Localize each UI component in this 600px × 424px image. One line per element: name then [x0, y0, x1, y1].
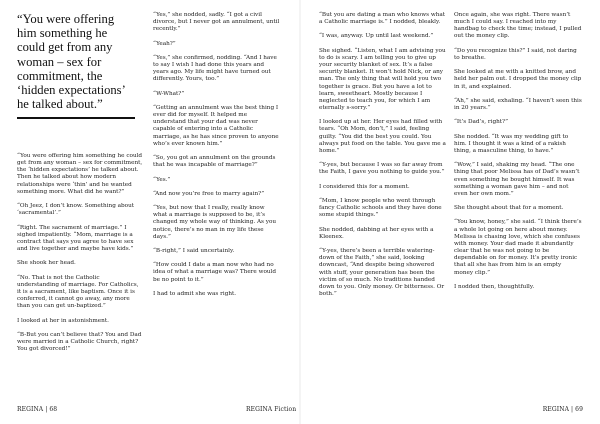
paragraph: “Y-yes, there’s been a terrible watering-down of the Faith,” she said, looking downcast, “And despite being showered with stuff, your generation has been the victim of so much. No traditions handed down to you. Only money. Or bitterness. Or both.” — [319, 248, 445, 297]
paragraph: “Do you recognize this?” I said, not daring to breathe. — [454, 47, 577, 61]
paragraph: “I was, anyway. Up until last weekend.” — [319, 33, 434, 40]
paragraph: She looked at me with a knitted brow, and held her palm out. I dropped the money clip in it, and explained. — [454, 69, 582, 90]
footer-left-folio: REGINA | 68 — [17, 406, 58, 413]
paragraph: “W-What?” — [153, 90, 185, 97]
page-gutter — [299, 0, 301, 424]
paragraph: I looked up at her. Her eyes had filled with tears. “Oh Mom, don’t,” I said, feeling guilty. “You did the best you could. You always put food on the table. You gave me a home.” — [319, 119, 446, 154]
paragraph: “Wow,” I said, shaking my head. “The one thing that poor Melissa has of Dad’s wasn’t even something he bought himself. It was something a woman gave him – and not even her own mom.” — [454, 162, 580, 197]
text-column-2 — [153, 12, 280, 298]
paragraph: I had to admit she was right. — [153, 290, 237, 297]
paragraph: “B-right,” I said uncertainly. — [153, 248, 235, 255]
paragraph: She nodded. “It was my wedding gift to him. I thought it was a kind of a rakish thing, a masculine thing, to have.” — [454, 133, 569, 154]
paragraph: She shook her head. — [17, 260, 76, 267]
footer-section-label: REGINA Fiction — [246, 406, 297, 413]
paragraph: Once again, she was right. There wasn’t much I could say. I reached into my handbag to check the time; instead, I pulled out the money clip. — [454, 12, 582, 40]
paragraph: “B-But you can’t believe that? You and Dad were married in a Catholic Church, right? You got divorced!” — [17, 331, 142, 353]
text-column-4 — [454, 12, 582, 291]
text-column-1 — [17, 153, 143, 353]
paragraph: “You were offering him something he could get from any woman – sex for commitment, the ‘hidden expectations’ he talked about. Then he talked about how modern relationships were ‘thin’ and he wanted something more. What did he want?” — [17, 153, 143, 195]
paragraph: “Yes,” she confirmed, nodding. “And I have to say I wish I had done this years and years ago. My life might have turned out differently. Yours, too.” — [153, 54, 277, 83]
paragraph: I considered this for a moment. — [319, 183, 410, 190]
paragraph: “You know, honey,” she said. “I think there’s a whole lot going on here about money. Melissa is chasing love, which she confuses with money. Your dad made it abundantly clear that he was not going to be dependable on for money. It’s pretty ironic that all she has from him is an empty money clip.” — [454, 219, 582, 276]
paragraph: “So, you got an annulment on the grounds that he was incapable of marriage?” — [153, 155, 276, 169]
paragraph: “Yes, but now that I really, really know what a marriage is supposed to be, it’s changed my whole way of thinking. As you notice, there’s no man in my life these days.” — [153, 205, 277, 240]
paragraph: “Yes.” — [153, 176, 171, 183]
paragraph: She thought about that for a moment. — [454, 205, 564, 212]
paragraph: “How could I date a man now who had no idea of what a marriage was? There would be no point to it.” — [153, 262, 276, 283]
paragraph: “Ah,” she said, exhaling. “I haven’t seen this in 20 years.” — [454, 97, 582, 111]
paragraph: “Yeah?” — [153, 40, 176, 47]
paragraph: I nodded then, thoughtfully. — [454, 283, 535, 290]
paragraph: “No. That is not the Catholic understanding of marriage. For Catholics, it is a sacrament, like baptism. Once it is conferred, it cannot go away, any more than you can get un-baptized.” — [17, 274, 139, 310]
paragraph: “Right. The sacrament of marriage.” I sighed impatiently. “Mom, marriage is a contract that says you agree to have sex and live together and maybe have kids.” — [17, 224, 134, 252]
paragraph: “Mom, I know people who went through fancy Catholic schools and they have done some stupid things.” — [319, 197, 442, 219]
text-column-3 — [319, 12, 446, 298]
paragraph: “Yes,” she nodded, sadly. “I got a civil divorce, but I never got an annulment, until recently.” — [153, 12, 280, 33]
paragraph: “But you are dating a man who knows what a Catholic marriage is.” I nodded, bleakly. — [319, 12, 446, 26]
footer-right-folio: REGINA | 69 — [542, 406, 583, 413]
paragraph: “Oh Jeez, I don’t know. Something about ‘sacramental’.” — [17, 203, 135, 217]
paragraph: I looked at her in astonishment. — [17, 317, 109, 324]
paragraph: “Getting an annulment was the best thing I ever did for myself. It helped me understand that your dad was never capable of entering into a Catholic marriage, as he has since proven to anyone who’s ever known him.” — [153, 104, 279, 147]
pull-quote: “You were offering him something he could get from any woman – sex for commitment, the ‘hidden expectations’ he talked about.” — [17, 12, 125, 112]
paragraph: She sighed. “Listen, what I am advising you to do is scary. I am telling you to give up your security blanket of sex. It’s a false security blanket. It won’t hold Nick, or any man. The only thing that will hold you two together is grace. But you have a lot to learn, sweetheart. Mostly because I neglected to teach you, for which I am eternally s-sorry.” — [319, 47, 446, 111]
paragraph: She nodded, dabbing at her eyes with a Kleenex. — [319, 226, 434, 240]
paragraph: “It’s Dad’s, right?” — [454, 119, 508, 126]
paragraph: “And now you’re free to marry again?” — [153, 190, 265, 197]
paragraph: “Y-yes, but because I was so far away from the Faith, I gave you nothing to guide you.” — [319, 162, 445, 176]
pull-quote-rule — [17, 117, 135, 119]
